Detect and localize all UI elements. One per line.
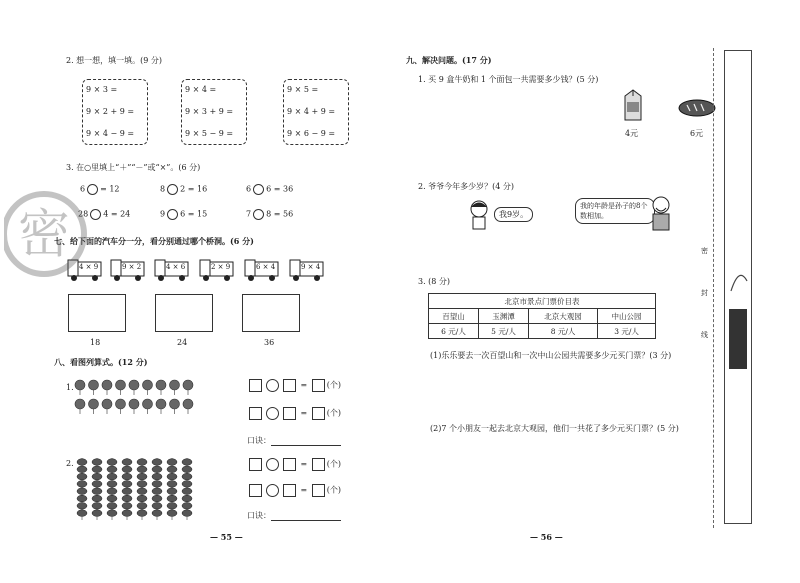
q3-r1-c3: 6 6 = 36 [246, 184, 294, 194]
bead [122, 503, 132, 510]
bead [122, 495, 132, 502]
q3-r2-c2: 9 6 = 15 [160, 209, 208, 219]
tree-top [183, 399, 193, 409]
truck[interactable] [154, 258, 188, 280]
op-circle[interactable] [266, 407, 279, 420]
q2-g2-e3: 9 × 5 − 9 = [185, 129, 234, 138]
table-header: 百望山 [429, 309, 479, 324]
bead [182, 510, 192, 517]
bead [122, 481, 132, 488]
q2-g3-e3: 9 × 6 − 9 = [287, 129, 336, 138]
bead [137, 459, 147, 466]
binding-line [713, 48, 714, 528]
tree-top [116, 399, 126, 409]
fill-circle[interactable] [167, 184, 178, 195]
q2-g1-e3: 9 × 4 − 9 = [86, 129, 135, 138]
table-cell: 3 元/人 [598, 324, 656, 339]
tree-top [156, 399, 166, 409]
q2-g2-e2: 9 × 3 + 9 = [185, 107, 234, 116]
bridge-3 [242, 294, 300, 332]
banner-art-icon [725, 51, 751, 523]
tree-top [183, 380, 193, 390]
q2-g1-e2: 9 × 2 + 9 = [86, 107, 135, 116]
bead [77, 459, 87, 466]
bead [92, 503, 102, 510]
bead [152, 473, 162, 480]
bead [182, 466, 192, 473]
bead [77, 495, 87, 502]
bead [167, 481, 177, 488]
bead [182, 481, 192, 488]
milk-box-icon [622, 88, 644, 122]
bead [182, 459, 192, 466]
lollipop-trees-icon [74, 378, 214, 414]
table-cell: 6 元/人 [429, 324, 479, 339]
tree-top [156, 380, 166, 390]
ticket-price-table [428, 293, 656, 339]
q9-p3-sub2: (2)7 个小朋友一起去北京大观园，他们一共花了多少元买门票？(5 分) [430, 424, 679, 433]
bead [152, 459, 162, 466]
bead [167, 459, 177, 466]
answer-box[interactable] [312, 379, 325, 392]
bead [182, 503, 192, 510]
bridge-label-1: 18 [90, 338, 101, 347]
q2-g3-e1: 9 × 5 = [287, 85, 319, 94]
bead [92, 510, 102, 517]
tree-top [170, 380, 180, 390]
bead [77, 481, 87, 488]
answer-box[interactable] [283, 379, 296, 392]
table-title: 北京市景点门票价目表 [429, 294, 656, 309]
table-cell: 5 元/人 [479, 324, 529, 339]
bead [152, 466, 162, 473]
bead [137, 495, 147, 502]
q8-item1-eq2: = (个) [247, 407, 341, 420]
q9-p2-text: 2. 爷爷今年多少岁？(4 分) [418, 182, 515, 191]
bead [137, 510, 147, 517]
tree-top [116, 380, 126, 390]
boy-speech: 我9岁。 [494, 207, 533, 222]
page-number-right: — 56 — [530, 532, 563, 542]
bead [167, 488, 177, 495]
bead [182, 495, 192, 502]
bead [107, 495, 117, 502]
bead [92, 495, 102, 502]
bead [107, 466, 117, 473]
truck[interactable] [289, 258, 323, 280]
q8-item1-eq1: = (个) [247, 379, 341, 392]
q2-title: 2. 想一想，填一填。(9 分) [66, 56, 163, 65]
q9-p1-text: 1. 买 9 盒牛奶和 1 个面包一共需要多少钱？(5 分) [418, 75, 599, 84]
tree-top [102, 380, 112, 390]
q8-title: 八、看图列算式。(12 分) [54, 357, 148, 367]
bead [137, 481, 147, 488]
bread-price: 6元 [690, 129, 704, 138]
table-header: 玉渊潭 [479, 309, 529, 324]
bead [92, 488, 102, 495]
bead [152, 481, 162, 488]
q8-item1-koujue: 口诀： [247, 435, 341, 446]
grandpa-icon [648, 194, 674, 232]
table-cell: 8 元/人 [529, 324, 598, 339]
bead [167, 495, 177, 502]
bead [92, 459, 102, 466]
q2-g1-e1: 9 × 3 = [86, 85, 118, 94]
answer-box[interactable] [283, 458, 296, 471]
tree-top [143, 399, 153, 409]
bead [77, 510, 87, 517]
answer-line[interactable] [271, 512, 341, 521]
answer-box[interactable] [249, 484, 262, 497]
q9-p3-text: 3. (8 分) [418, 277, 451, 286]
bead [92, 466, 102, 473]
answer-box[interactable] [249, 458, 262, 471]
bead [107, 459, 117, 466]
bead [152, 510, 162, 517]
confidential-stamp [4, 174, 94, 294]
tree-top [89, 399, 99, 409]
bead [122, 459, 132, 466]
bead [122, 473, 132, 480]
bead [152, 488, 162, 495]
bead [107, 503, 117, 510]
bead [152, 503, 162, 510]
tree-top [129, 399, 139, 409]
truck-label: 6 × 4 [256, 263, 276, 271]
bead [137, 473, 147, 480]
truck[interactable] [244, 258, 278, 280]
bead [182, 473, 192, 480]
q9-p3-sub1: (1)乐乐要去一次百望山和一次中山公园共需要多少元买门票？(3 分) [430, 351, 672, 360]
bead [107, 488, 117, 495]
q2-g2-e1: 9 × 4 = [185, 85, 217, 94]
table-header: 中山公园 [598, 309, 656, 324]
bead [137, 466, 147, 473]
answer-box[interactable] [312, 458, 325, 471]
bead [92, 481, 102, 488]
margin-char-1: 密 [701, 247, 708, 255]
op-circle[interactable] [266, 484, 279, 497]
tree-top [102, 399, 112, 409]
q2-g3-e2: 9 × 4 + 9 = [287, 107, 336, 116]
bead [122, 510, 132, 517]
fill-circle[interactable] [167, 209, 178, 220]
milk-price: 4元 [625, 129, 639, 138]
bridge-2 [155, 294, 213, 332]
q3-title: 3. 在○里填上“＋”“－”或“×”。(6 分) [66, 163, 201, 172]
op-circle[interactable] [266, 458, 279, 471]
tree-top [143, 380, 153, 390]
answer-box[interactable] [249, 407, 262, 420]
grandpa-speech: 我的年龄是孙子的8个数相加。 [575, 198, 655, 224]
bead-columns-icon [74, 456, 214, 522]
bead [92, 473, 102, 480]
answer-box[interactable] [312, 407, 325, 420]
q3-r2-c1: 28 4 = 24 [78, 209, 131, 219]
bridge-1 [68, 294, 126, 332]
bead [152, 495, 162, 502]
side-banner [724, 50, 752, 524]
margin-char-3: 线 [701, 331, 708, 339]
q8-item2-num: 2. [66, 459, 74, 468]
bead [137, 488, 147, 495]
q7-title: 七、给下面的汽车分一分，看分别通过哪个桥洞。(6 分) [54, 236, 254, 246]
q3-r1-c1: 6 = 12 [80, 184, 120, 194]
truck-label: 4 × 6 [166, 263, 186, 271]
answer-box[interactable] [283, 484, 296, 497]
op-circle[interactable] [266, 379, 279, 392]
answer-box[interactable] [249, 379, 262, 392]
bead [77, 503, 87, 510]
answer-line[interactable] [271, 437, 341, 446]
q3-r1-c2: 8 2 = 16 [160, 184, 208, 194]
bridge-label-2: 24 [177, 338, 188, 347]
answer-box[interactable] [283, 407, 296, 420]
bead [107, 510, 117, 517]
bead [122, 466, 132, 473]
tree-top [89, 380, 99, 390]
q8-item2-eq1: = (个) [247, 458, 341, 471]
bead [107, 481, 117, 488]
boy-icon [466, 198, 492, 230]
bead [182, 488, 192, 495]
q9-title: 九、解决问题。(17 分) [406, 55, 492, 65]
bead [77, 488, 87, 495]
table-header: 北京大观园 [529, 309, 598, 324]
fill-circle[interactable] [253, 209, 264, 220]
truck[interactable] [199, 258, 233, 280]
bead [77, 466, 87, 473]
svg-text:密: 密 [17, 205, 71, 265]
q8-item2-eq2: = (个) [247, 484, 341, 497]
bead [122, 488, 132, 495]
answer-box[interactable] [312, 484, 325, 497]
bead [137, 503, 147, 510]
page-number-left: — 55 — [210, 532, 243, 542]
truck-label: 4 × 9 [79, 263, 99, 271]
truck-label: 9 × 4 [301, 263, 321, 271]
bead [167, 473, 177, 480]
bread-icon [677, 98, 717, 118]
q3-r2-c3: 7 8 = 56 [246, 209, 294, 219]
bead [107, 473, 117, 480]
q8-item1-num: 1. [66, 383, 74, 392]
bead [167, 510, 177, 517]
truck[interactable] [110, 258, 144, 280]
bridge-label-3: 36 [264, 338, 275, 347]
bead [167, 466, 177, 473]
tree-top [170, 399, 180, 409]
tree-top [75, 380, 85, 390]
fill-circle[interactable] [253, 184, 264, 195]
tree-top [129, 380, 139, 390]
truck-label: 2 × 9 [211, 263, 231, 271]
truck-label: 9 × 2 [122, 263, 142, 271]
margin-char-2: 封 [701, 289, 708, 297]
q8-item2-koujue: 口诀： [247, 510, 341, 521]
bead [167, 503, 177, 510]
bead [77, 473, 87, 480]
tree-top [75, 399, 85, 409]
